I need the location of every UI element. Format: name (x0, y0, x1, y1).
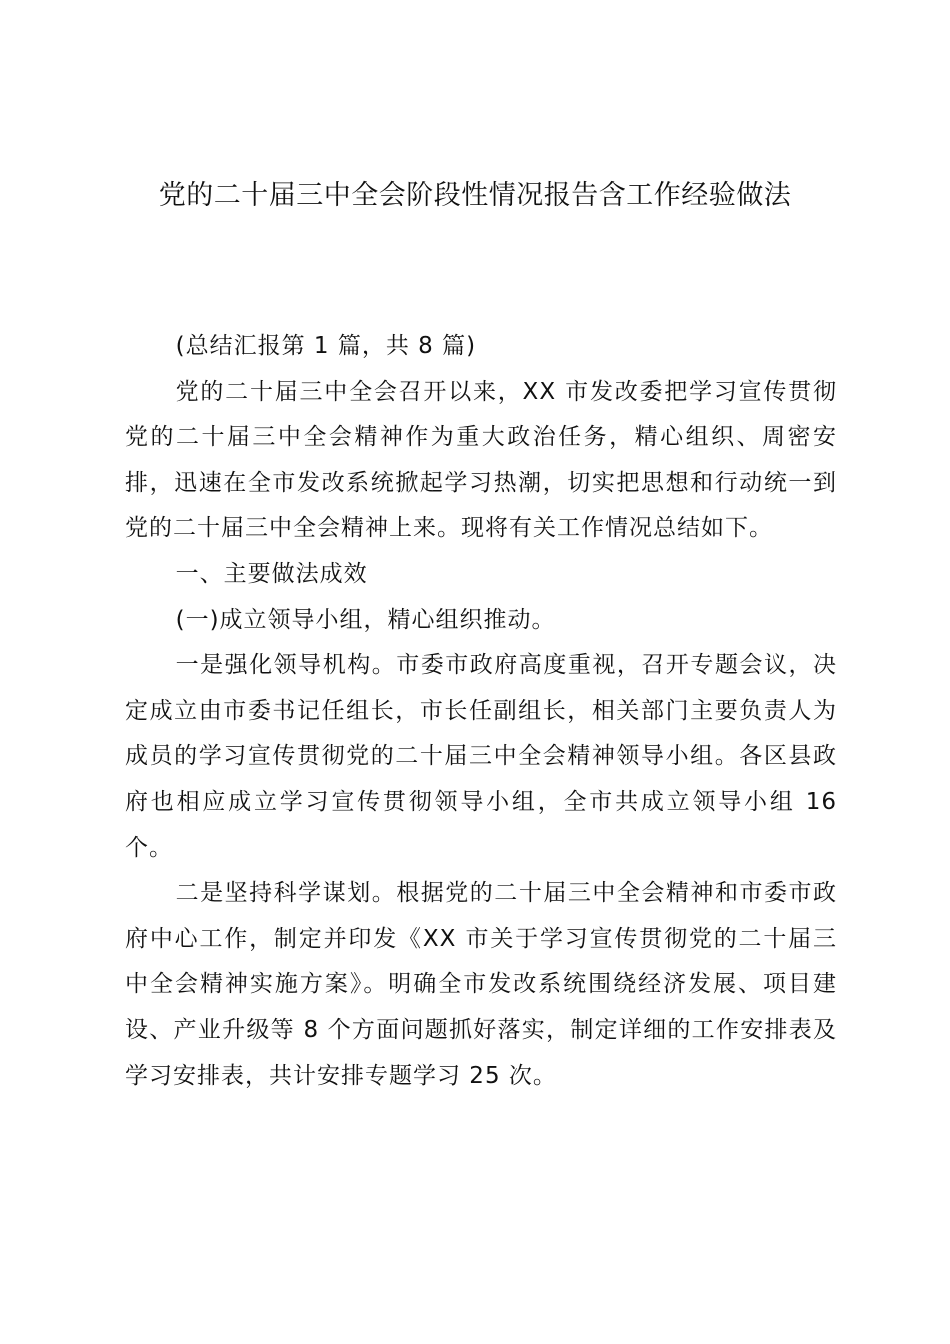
document-title: 党的二十届三中全会阶段性情况报告含工作经验做法 (158, 180, 792, 211)
body-paragraph: 二是坚持科学谋划。根据党的二十届三中全会精神和市委市政府中心工作，制定并印发《XX 市关于学习宣传贯彻党的二十届三中全会精神实施方案》。明确全市发改系统围绕经济发展、项目建设、产业升级等 8 个方面问题抓好落实，制定详细的工作安排表及学习安排表，共计安排专题学习 25 次。 (125, 880, 837, 1089)
series-note-paragraph: (总结汇报第 1 篇，共 8 篇) (175, 333, 477, 359)
section-heading: 一、主要做法成效 (175, 560, 368, 587)
body-paragraph: 一是强化领导机构。市委市政府高度重视，召开专题会议，决定成立由市委书记任组长，市长任副组长，相关部门主要负责人为成员的学习宣传贯彻党的二十届三中全会精神领导小组。各区县政府也相应成立学习宣传贯彻领导小组，全市共成立领导小组 16 个。 (125, 652, 837, 861)
subsection-heading: (一)成立领导小组，精心组织推动。 (175, 606, 556, 633)
intro-paragraph: 党的二十届三中全会召开以来，XX 市发改委把学习宣传贯彻党的二十届三中全会精神作为重大政治任务，精心组织、周密安排，迅速在全市发改系统掀起学习热潮，切实把思想和行动统一到党的二十届三中全会精神上来。现将有关工作情况总结如下。 (125, 378, 837, 542)
document-body (125, 324, 837, 1099)
